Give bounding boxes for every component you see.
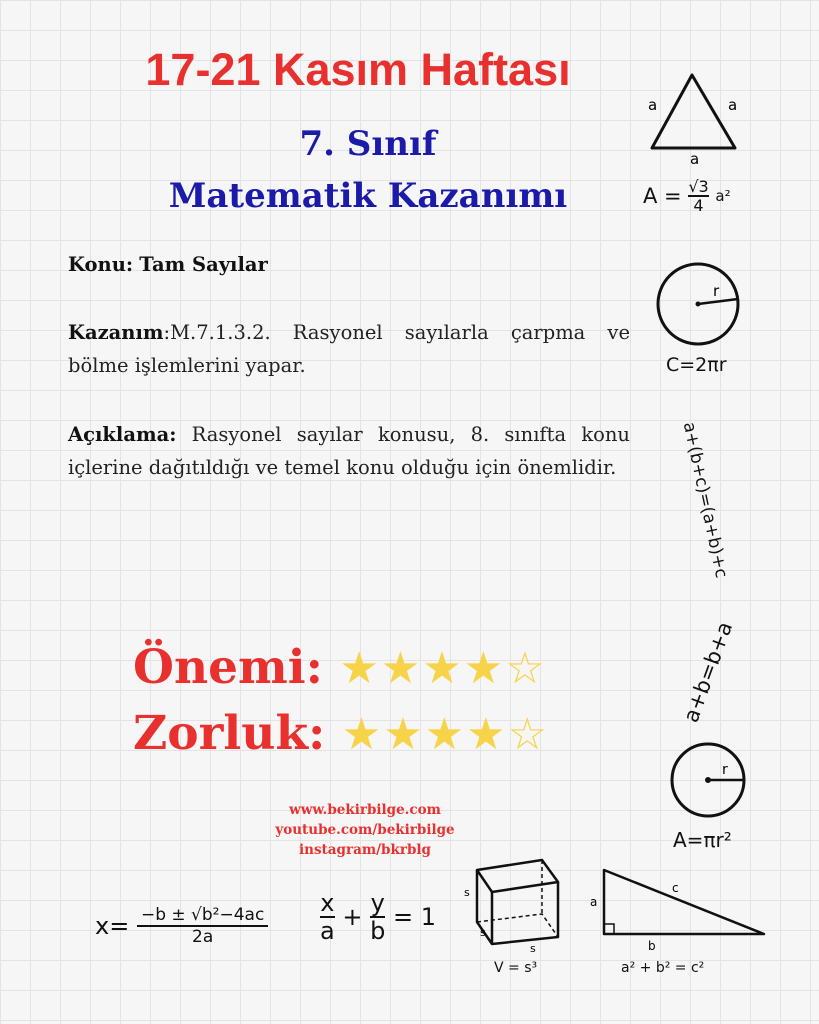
importance-stars: ★★★★☆ bbox=[339, 643, 547, 694]
commutativity-formula: a+b=b+a bbox=[678, 618, 738, 726]
explanation-label: Açıklama: bbox=[68, 423, 177, 446]
circle1-radius-label: r bbox=[713, 282, 720, 300]
tri-formula-rhs: a² bbox=[715, 187, 731, 205]
quadratic-formula bbox=[95, 905, 268, 947]
tri-formula-num: √3 bbox=[688, 177, 709, 196]
importance-label: Önemi: bbox=[133, 640, 323, 695]
circle-area-formula: A=πr² bbox=[673, 828, 732, 852]
difficulty-stars: ★★★★☆ bbox=[341, 709, 549, 760]
right-tri-c: c bbox=[672, 881, 679, 895]
instagram-link[interactable]: instagram/bkrblg bbox=[299, 842, 431, 858]
right-triangle-doodle bbox=[588, 862, 768, 954]
line-b: b bbox=[370, 917, 386, 945]
right-tri-b: b bbox=[648, 939, 656, 953]
difficulty-label: Zorluk: bbox=[133, 706, 326, 761]
circle-circumference-doodle bbox=[655, 262, 745, 352]
topic-line bbox=[68, 248, 630, 281]
subject-heading: Matematik Kazanımı bbox=[168, 176, 568, 216]
topic-label: Konu: bbox=[68, 253, 134, 276]
outcome-paragraph bbox=[68, 316, 630, 382]
cube-side-bottom: s bbox=[530, 942, 536, 955]
tri-formula-den: 4 bbox=[693, 196, 704, 215]
associativity-formula: a+(b+c)=(a+b)+c bbox=[678, 420, 732, 580]
line-x: x bbox=[320, 889, 335, 917]
quadratic-numerator: −b ± √b²−4ac bbox=[137, 905, 268, 927]
topic-value: Tam Sayılar bbox=[139, 253, 268, 276]
outcome-label: Kazanım bbox=[68, 321, 164, 344]
importance-rating bbox=[133, 640, 547, 695]
line-a: a bbox=[320, 917, 335, 945]
triangle-side-left: a bbox=[648, 96, 658, 114]
difficulty-rating bbox=[133, 706, 549, 761]
social-links bbox=[200, 800, 530, 860]
intercept-formula: $\frac{x}{a}$ + $\frac{y}{b}$ = 1 bbox=[320, 889, 436, 945]
website-link[interactable]: www.bekirbilge.com bbox=[289, 802, 441, 818]
outcome-text: :M.7.1.3.2. Rasyonel sayılarla çarpma ve bölme işlemlerini yapar. bbox=[68, 321, 630, 377]
cube-side-left: s bbox=[464, 886, 470, 899]
right-tri-a: a bbox=[590, 895, 598, 909]
grade-heading: 7. Sınıf bbox=[299, 124, 437, 164]
quadratic-denominator: 2a bbox=[192, 927, 214, 947]
explanation-text: Rasyonel sayılar konusu, 8. sınıfta konu içlerine dağıtıldığı ve temel konu olduğu için önemlidir. bbox=[68, 423, 630, 479]
cube-volume-formula: V = s³ bbox=[494, 960, 538, 976]
cube-doodle bbox=[462, 852, 572, 955]
triangle-side-right: a bbox=[728, 96, 738, 114]
page-title: 17-21 Kasım Haftası bbox=[145, 44, 571, 95]
quadratic-lhs: x= bbox=[95, 912, 130, 940]
pythagoras-formula: a² + b² = c² bbox=[621, 960, 705, 976]
triangle-area-formula bbox=[643, 178, 731, 214]
cube-side-front: s bbox=[480, 926, 486, 939]
line-y: y bbox=[370, 889, 385, 917]
triangle-side-bottom: a bbox=[690, 150, 700, 168]
circumference-formula: C=2πr bbox=[666, 354, 727, 376]
circle-area-doodle bbox=[668, 742, 748, 822]
explanation-paragraph bbox=[68, 418, 630, 484]
line-rhs: = 1 bbox=[392, 903, 436, 931]
youtube-link[interactable]: youtube.com/bekirbilge bbox=[275, 822, 455, 838]
circle2-radius-label: r bbox=[722, 762, 728, 778]
tri-formula-lhs: A = bbox=[643, 184, 682, 208]
triangle-doodle bbox=[640, 70, 760, 170]
